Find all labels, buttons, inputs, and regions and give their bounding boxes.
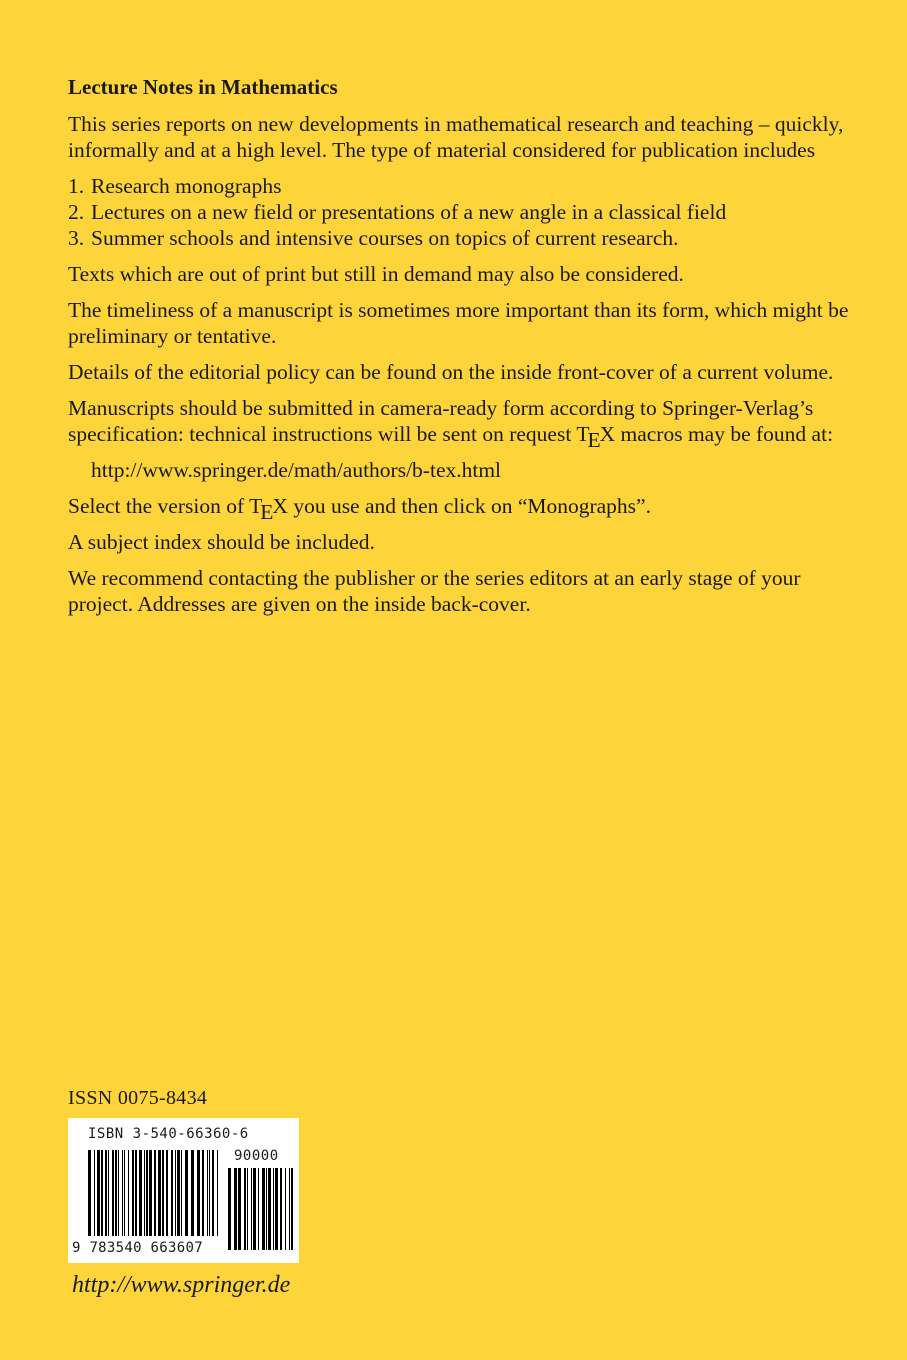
list-item-text: Research monographs — [91, 174, 282, 198]
list-item — [68, 173, 858, 199]
publisher-url: http://www.springer.de — [72, 1272, 291, 1298]
manuscripts-text: Manuscripts should be submitted in camera-ready form according to Springer-Verlag’s specification: technical instructions will be sent on request — [68, 396, 814, 446]
select-text-end: you use and then click on “Monographs”. — [287, 494, 651, 518]
select-text: Select the version of — [68, 494, 250, 518]
tex-logo-e: E — [587, 428, 601, 452]
manuscripts-text-end: macros may be found at: — [615, 422, 834, 446]
issn-label: ISSN 0075-8434 — [68, 1087, 208, 1109]
intro-paragraph: This series reports on new developments in mathematical research and teaching – quickly, informally and at a high level. The type of material considered for publication includes — [68, 112, 844, 162]
subject-index-paragraph: A subject index should be included. — [68, 530, 375, 554]
list-item — [68, 199, 858, 225]
tex-logo — [249, 494, 288, 524]
timeliness-paragraph: The timeliness of a manuscript is sometimes more important than its form, which might be preliminary or tentative. — [68, 298, 849, 348]
tex-logo-x: X — [272, 494, 288, 518]
material-list — [68, 173, 858, 251]
series-title: Lecture Notes in Mathematics — [68, 75, 338, 99]
barcode — [68, 1118, 299, 1263]
tex-logo-x: X — [599, 422, 616, 446]
tex-macros-url: http://www.springer.de/math/authors/b-tex.html — [91, 458, 502, 482]
out-of-print-paragraph: Texts which are out of print but still in demand may also be considered. — [68, 262, 684, 286]
editorial-policy-paragraph: Details of the editorial policy can be found on the inside front-cover of a current volume. — [68, 360, 834, 384]
recommend-paragraph: We recommend contacting the publisher or the series editors at an early stage of your project. Addresses are given on the inside back-cover. — [68, 566, 801, 616]
select-version-paragraph — [68, 493, 858, 524]
list-item — [68, 225, 858, 251]
back-cover-text — [68, 74, 858, 627]
list-item-number: 2. — [68, 200, 85, 224]
list-item-number: 1. — [68, 174, 85, 198]
tex-logo-t: T — [576, 422, 590, 446]
list-item-number: 3. — [68, 226, 85, 250]
manuscripts-paragraph — [68, 395, 858, 452]
tex-logo — [576, 422, 616, 452]
list-item-text: Summer schools and intensive courses on topics of current research. — [91, 226, 679, 250]
list-item-text: Lectures on a new field or presentations of a new angle in a classical field — [91, 200, 727, 224]
ean-number: 9 783540 663607 — [72, 1240, 203, 1256]
tex-logo-t: T — [249, 494, 263, 518]
isbn-label: ISBN 3-540-66360-6 — [88, 1126, 249, 1142]
tex-logo-e: E — [260, 500, 274, 524]
barcode-addon-number: 90000 — [234, 1148, 279, 1164]
